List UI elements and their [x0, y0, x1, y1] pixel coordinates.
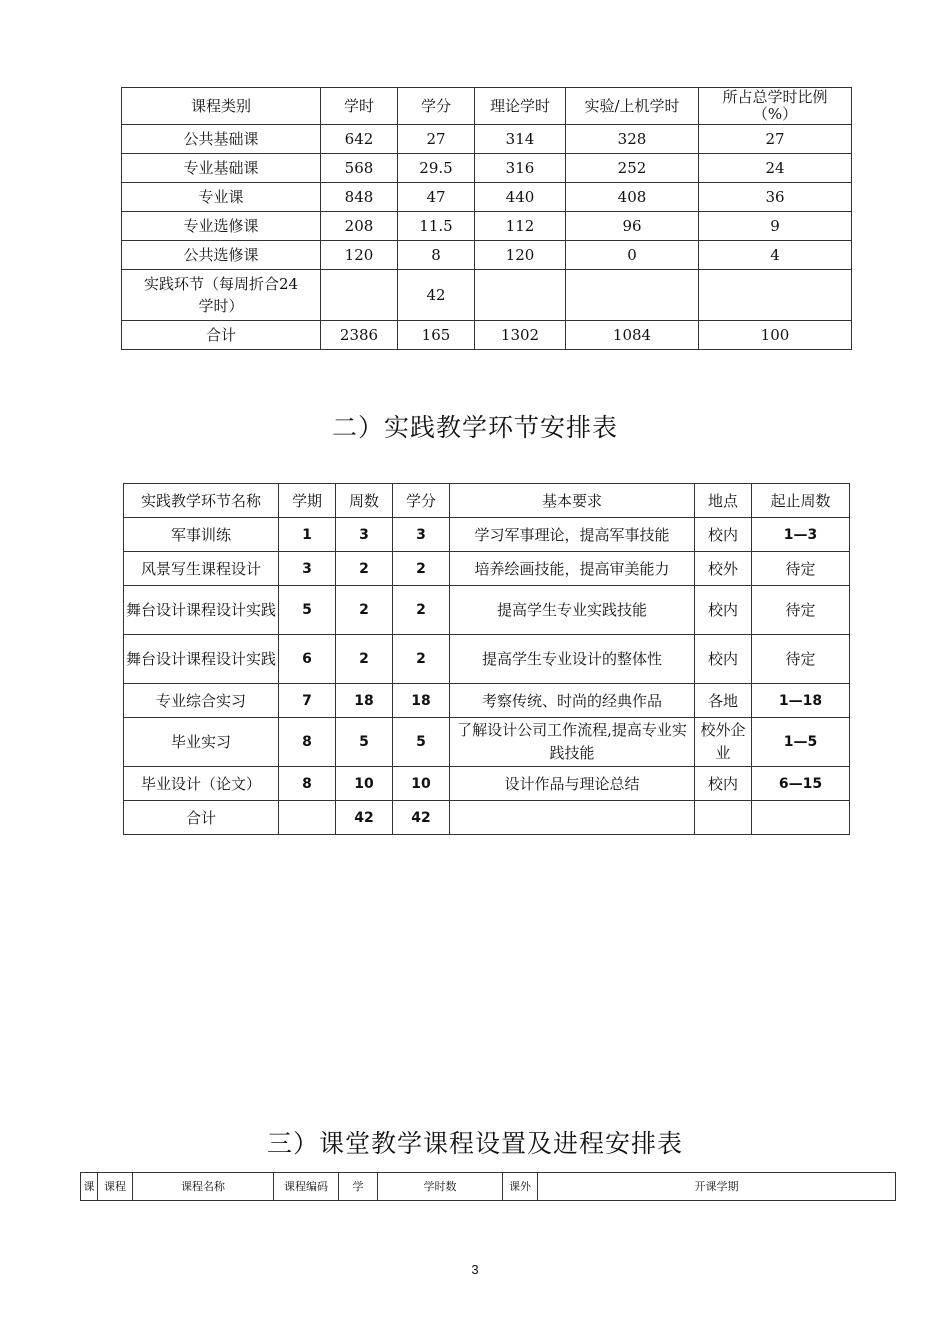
cell-empty: [279, 801, 336, 835]
cell-credits: 2: [393, 552, 450, 586]
practice-label-line1: 实践环节（每周折合24: [143, 275, 299, 293]
cell-empty: [695, 801, 752, 835]
cell: 27: [699, 125, 852, 154]
header-location: 地点: [695, 484, 752, 518]
cell-term: 8: [279, 767, 336, 801]
cell-weeks: 10: [336, 767, 393, 801]
cell: 120: [321, 241, 398, 270]
table-row: [122, 183, 852, 212]
cell-week-span: 1—5: [752, 718, 850, 767]
header-extracurricular: 课外: [503, 1173, 538, 1201]
cell: 36: [699, 183, 852, 212]
cell: 642: [321, 125, 398, 154]
cell-total-weeks: 42: [336, 801, 393, 835]
cell: 208: [321, 212, 398, 241]
practice-schedule-table: [123, 483, 850, 835]
course-schedule-table: [80, 1172, 896, 1201]
cell-term: 6: [279, 635, 336, 684]
header-theory-hours: 理论学时: [475, 88, 566, 125]
table-row: [124, 552, 850, 586]
cell: 120: [475, 241, 566, 270]
cell-name: 毕业实习: [124, 718, 279, 767]
cell-name: 毕业设计（论文）: [124, 767, 279, 801]
cell: [566, 270, 699, 321]
header-credit: 学: [339, 1173, 378, 1201]
page-number: 3: [471, 1262, 479, 1277]
cell: 专业课: [122, 183, 321, 212]
header-credits: 学分: [398, 88, 475, 125]
cell: 4: [699, 241, 852, 270]
cell: 11.5: [398, 212, 475, 241]
cell-weeks: 2: [336, 552, 393, 586]
cell: 328: [566, 125, 699, 154]
cell: 112: [475, 212, 566, 241]
table-row: [122, 212, 852, 241]
table-row: [122, 270, 852, 321]
table-row: [124, 684, 850, 718]
header-term: 学期: [279, 484, 336, 518]
cell: 公共选修课: [122, 241, 321, 270]
cell-term: 3: [279, 552, 336, 586]
cell: 公共基础课: [122, 125, 321, 154]
table-header-row: [122, 88, 852, 125]
table-row: [122, 241, 852, 270]
cell-name: 军事训练: [124, 518, 279, 552]
cell-location: 各地: [695, 684, 752, 718]
practice-label-line2: 学时）: [198, 297, 244, 315]
cell-credits: 2: [393, 635, 450, 684]
header-course-name: 课程名称: [133, 1173, 274, 1201]
header-lab-hours: 实验/上机学时: [566, 88, 699, 125]
header-percentage-line2: （%）: [752, 105, 798, 123]
table-row: [124, 586, 850, 635]
cell-requirements: 提高学生专业实践技能: [450, 586, 695, 635]
cell-name: 风景写生课程设计: [124, 552, 279, 586]
cell: 42: [398, 270, 475, 321]
table-row: [122, 154, 852, 183]
cell-total-label: 合计: [124, 801, 279, 835]
table-row: [124, 518, 850, 552]
cell: [699, 270, 852, 321]
cell-empty: [752, 801, 850, 835]
cell-weeks: 2: [336, 586, 393, 635]
cell-requirements: 了解设计公司工作流程,提高专业实践技能: [450, 718, 695, 767]
cell: 0: [566, 241, 699, 270]
cell: 合计: [122, 321, 321, 350]
cell: 47: [398, 183, 475, 212]
cell-term: 8: [279, 718, 336, 767]
cell-credits: 18: [393, 684, 450, 718]
cell-location: 校外企业: [695, 718, 752, 767]
cell-requirements: 设计作品与理论总结: [450, 767, 695, 801]
header-hours: 学时: [321, 88, 398, 125]
cell-location: 校内: [695, 767, 752, 801]
cell-credits: 3: [393, 518, 450, 552]
cell: 专业选修课: [122, 212, 321, 241]
cell: 1084: [566, 321, 699, 350]
cell: 165: [398, 321, 475, 350]
cell-name: 舞台设计课程设计实践: [124, 586, 279, 635]
cell: 408: [566, 183, 699, 212]
cell: 27: [398, 125, 475, 154]
table-total-row: [122, 321, 852, 350]
table-row: [124, 718, 850, 767]
cell: 314: [475, 125, 566, 154]
cell-term: 1: [279, 518, 336, 552]
header-requirements: 基本要求: [450, 484, 695, 518]
header-course: 课程: [98, 1173, 133, 1201]
header-course-type: 课: [81, 1173, 98, 1201]
cell: 9: [699, 212, 852, 241]
cell: 568: [321, 154, 398, 183]
cell-requirements: 提高学生专业设计的整体性: [450, 635, 695, 684]
cell-weeks: 5: [336, 718, 393, 767]
table-header-row: [81, 1173, 896, 1201]
cell: 96: [566, 212, 699, 241]
cell: 2386: [321, 321, 398, 350]
cell-weeks: 3: [336, 518, 393, 552]
header-course-category: 课程类别: [122, 88, 321, 125]
cell-term: 7: [279, 684, 336, 718]
section-title: 三）课堂教学课程设置及进程安排表: [266, 1129, 683, 1158]
cell-credits: 2: [393, 586, 450, 635]
cell-requirements: 学习军事理论，提高军事技能: [450, 518, 695, 552]
cell-name: 专业综合实习: [124, 684, 279, 718]
cell-practice-label: [122, 270, 321, 321]
cell: 专业基础课: [122, 154, 321, 183]
table-row: [124, 635, 850, 684]
header-course-code: 课程编码: [274, 1173, 339, 1201]
cell-empty: [450, 801, 695, 835]
table-header-row: [124, 484, 850, 518]
header-percentage: [699, 88, 852, 125]
cell-credits: 5: [393, 718, 450, 767]
header-percentage-line1: 所占总学时比例: [722, 88, 828, 106]
cell: 24: [699, 154, 852, 183]
cell: 848: [321, 183, 398, 212]
header-weeks: 周数: [336, 484, 393, 518]
header-practice-name: 实践教学环节名称: [124, 484, 279, 518]
cell-credits: 10: [393, 767, 450, 801]
cell: 29.5: [398, 154, 475, 183]
table-row: [124, 767, 850, 801]
cell: 1302: [475, 321, 566, 350]
cell-week-span: 1—18: [752, 684, 850, 718]
cell: 8: [398, 241, 475, 270]
cell-location: 校内: [695, 586, 752, 635]
cell-week-span: 6—15: [752, 767, 850, 801]
cell-week-span: 1—3: [752, 518, 850, 552]
credit-summary-table: [121, 87, 852, 350]
cell-week-span: 待定: [752, 586, 850, 635]
cell-week-span: 待定: [752, 552, 850, 586]
table-row: [122, 125, 852, 154]
cell: 316: [475, 154, 566, 183]
header-hours: 学时数: [378, 1173, 503, 1201]
cell-requirements: 考察传统、时尚的经典作品: [450, 684, 695, 718]
header-week-span: 起止周数: [752, 484, 850, 518]
cell-total-credits: 42: [393, 801, 450, 835]
cell: [321, 270, 398, 321]
cell-weeks: 2: [336, 635, 393, 684]
section-title: 二）实践教学环节安排表: [331, 413, 618, 442]
cell-weeks: 18: [336, 684, 393, 718]
cell-requirements: 培养绘画技能，提高审美能力: [450, 552, 695, 586]
cell-term: 5: [279, 586, 336, 635]
cell-location: 校内: [695, 635, 752, 684]
cell: 252: [566, 154, 699, 183]
cell-location: 校外: [695, 552, 752, 586]
cell-location: 校内: [695, 518, 752, 552]
header-credits: 学分: [393, 484, 450, 518]
header-semester: 开课学期: [538, 1173, 896, 1201]
cell-name: 舞台设计课程设计实践: [124, 635, 279, 684]
cell: [475, 270, 566, 321]
cell: 100: [699, 321, 852, 350]
cell: 440: [475, 183, 566, 212]
cell-week-span: 待定: [752, 635, 850, 684]
table-total-row: [124, 801, 850, 835]
